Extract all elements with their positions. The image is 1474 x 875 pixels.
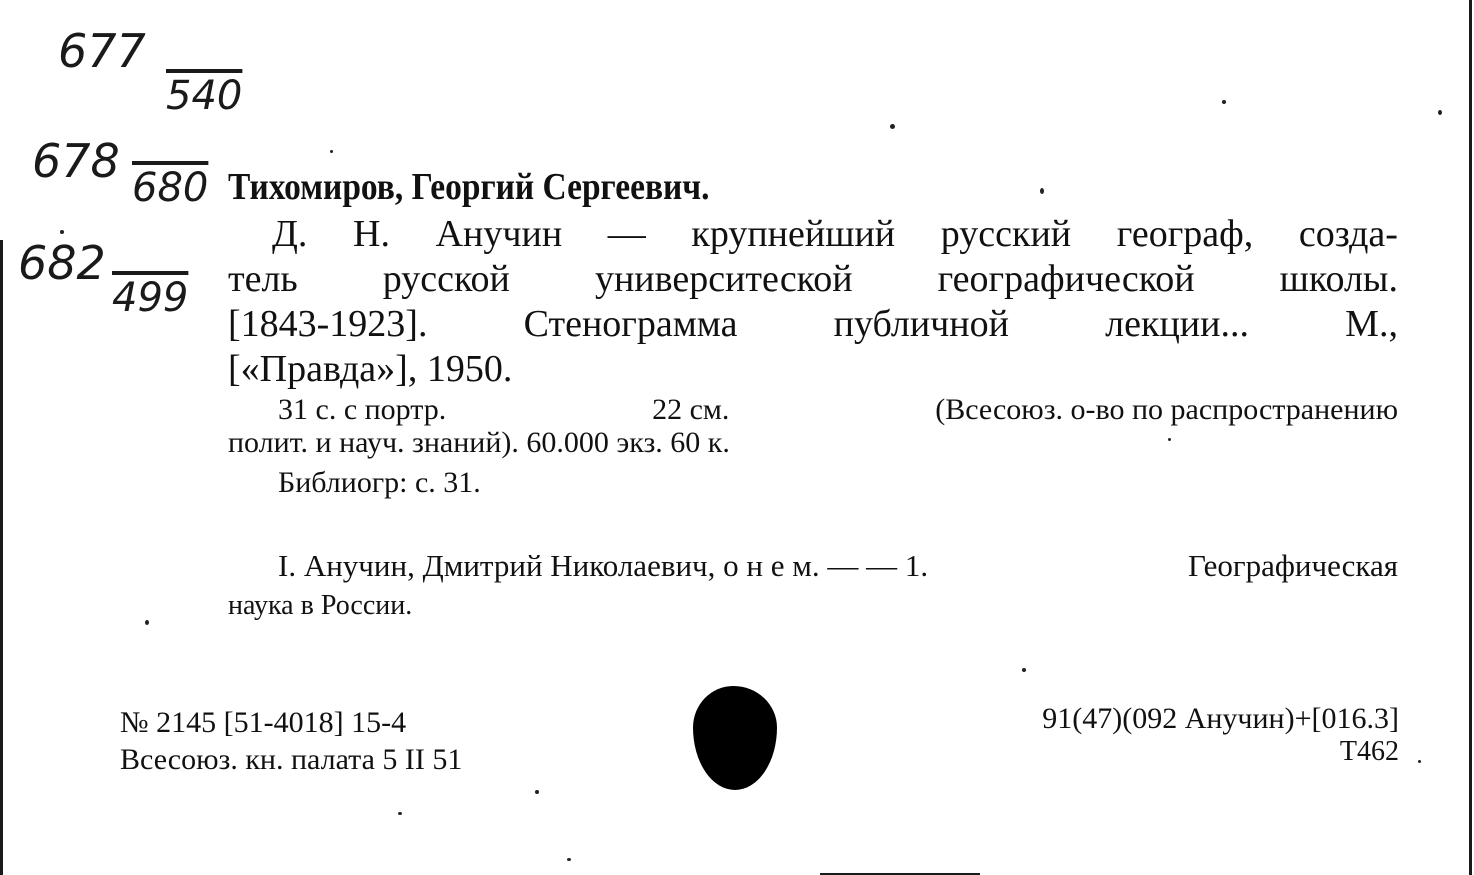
classification-code: 91(47)(092 Анучин)+[016.3]	[1042, 702, 1399, 735]
physical-description-line-2: полит. и науч. знаний). 60.000 экз. 60 к.	[228, 426, 730, 459]
word: географ,	[1116, 213, 1254, 255]
scan-speck	[398, 812, 402, 815]
punch-hole	[693, 686, 777, 790]
word: М.,	[1345, 303, 1398, 345]
handwritten-mark-denominator: 540	[166, 73, 243, 119]
title-line-1	[228, 215, 1398, 253]
scan-speck	[567, 858, 571, 861]
word: крупнейший	[691, 213, 896, 255]
scan-speck	[1222, 100, 1226, 104]
scan-speck	[1040, 188, 1044, 194]
handwritten-mark-denominator: 680	[132, 165, 209, 211]
pages-portrait: 31 с. с портр.	[278, 393, 447, 426]
word: Д.	[272, 213, 308, 255]
word: русский	[940, 213, 1072, 255]
word: школы.	[1279, 258, 1398, 300]
series-note: (Всесоюз. о-во по распространению	[935, 393, 1398, 426]
card-number: № 2145 [51-4018] 15-4	[120, 706, 407, 739]
subject-tracing-line-2: наука в России.	[228, 590, 413, 621]
subject-tracing-line-1	[278, 550, 1398, 581]
handwritten-mark-denominator: 499	[112, 275, 189, 321]
handwritten-mark-1	[58, 24, 243, 119]
scan-speck	[60, 230, 64, 234]
chamber-date: Всесоюз. кн. палата 5 II 51	[120, 743, 463, 776]
scan-speck	[890, 124, 895, 129]
word: лекции...	[1105, 303, 1249, 345]
word: Стенограмма	[523, 303, 738, 345]
word: созда-	[1298, 213, 1398, 255]
scan-speck	[330, 150, 333, 153]
word: русской	[382, 258, 510, 300]
tracing-part: Географическая	[1188, 548, 1398, 583]
handwritten-mark-number: 677	[58, 24, 146, 78]
title-line-3	[228, 305, 1398, 343]
handwritten-mark-number: 682	[18, 236, 106, 290]
scan-speck	[1438, 110, 1442, 115]
author-mark: Т462	[1339, 736, 1399, 767]
scan-speck	[145, 620, 149, 625]
handwritten-mark-number: 678	[32, 134, 120, 188]
scan-speck	[535, 790, 539, 794]
handwritten-mark-3	[18, 236, 189, 321]
word: географической	[937, 258, 1195, 300]
scan-speck	[1168, 438, 1171, 441]
handwritten-mark-2	[32, 134, 209, 211]
publisher-line: [«Правда»], 1950.	[228, 348, 513, 390]
word: тель	[228, 258, 298, 300]
scan-speck	[1418, 760, 1421, 763]
word: публичной	[833, 303, 1009, 345]
word: университеской	[594, 258, 853, 300]
size: 22 см.	[652, 393, 730, 426]
word: [1843-1923].	[228, 303, 428, 345]
bibliography-note: Библиогр: с. 31.	[278, 466, 481, 499]
word: Анучин	[435, 213, 563, 255]
author-heading: Тихомиров, Георгий Сергеевич.	[228, 166, 710, 208]
card-left-edge	[0, 240, 3, 875]
card-right-edge	[1469, 0, 1472, 875]
scan-speck	[1022, 668, 1026, 672]
word: Н.	[353, 213, 390, 255]
physical-description-line-1	[278, 395, 1398, 425]
title-line-2	[228, 260, 1398, 298]
word: —	[607, 213, 646, 255]
tracing-part: I. Анучин, Дмитрий Николаевич, о н е м. — — 1.	[278, 548, 929, 583]
